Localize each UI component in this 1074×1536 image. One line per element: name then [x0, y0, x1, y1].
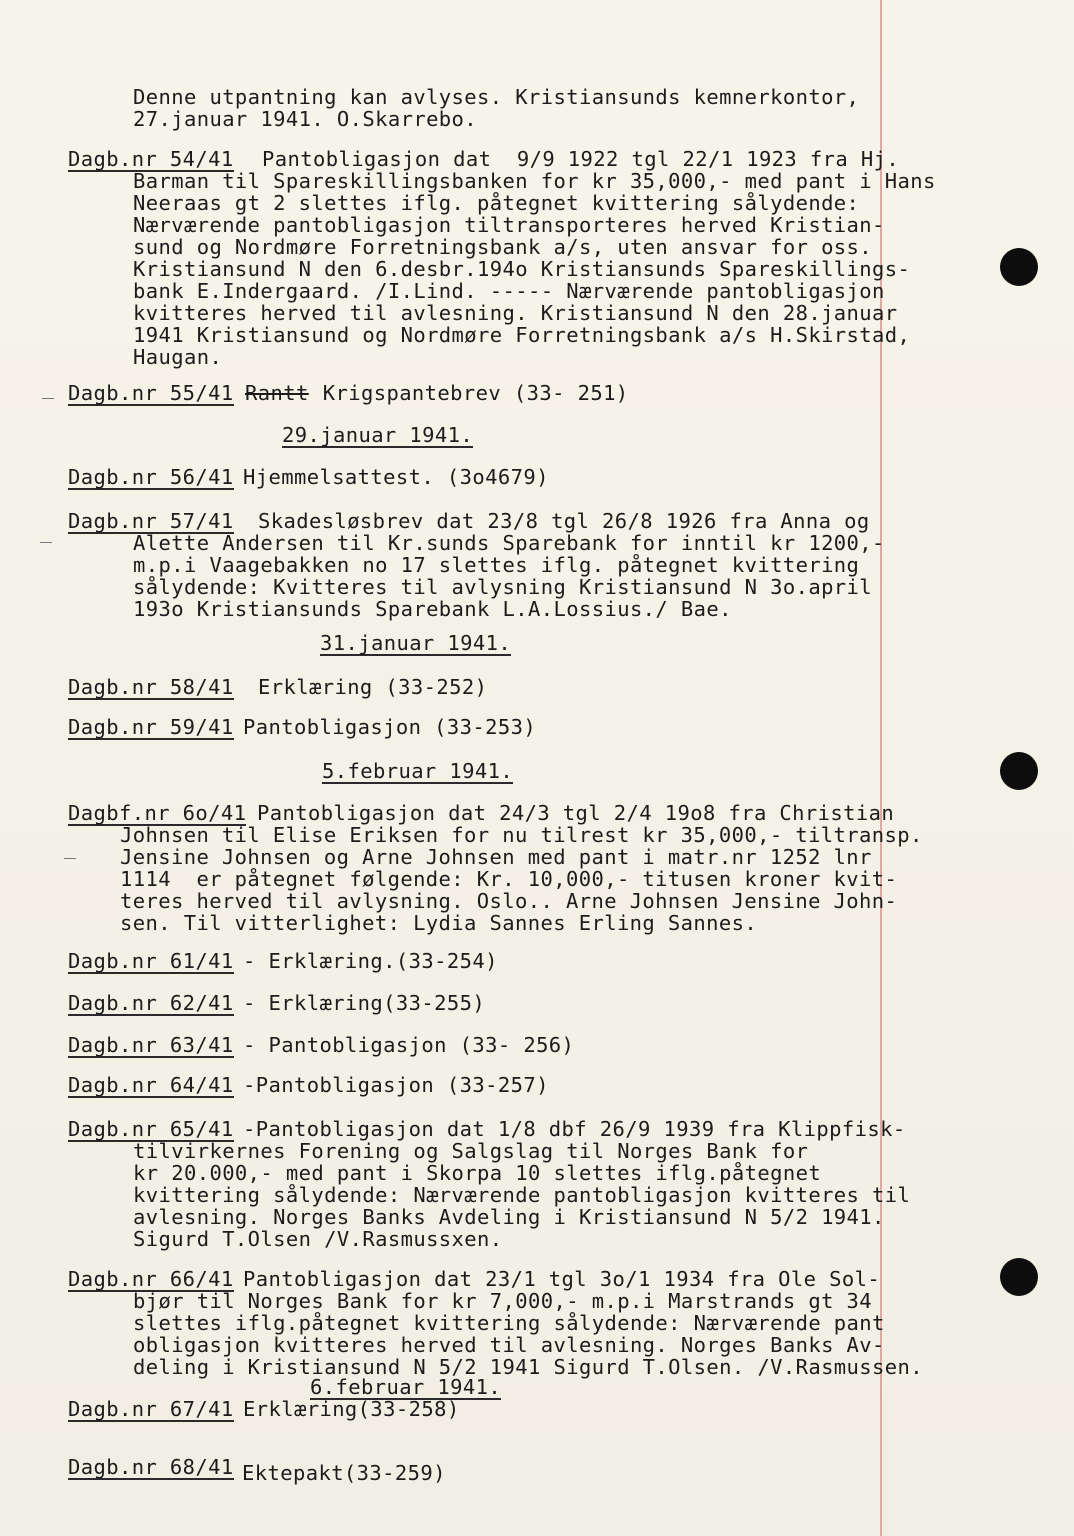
- entry-number: Dagb.nr 55/41: [68, 381, 234, 405]
- entry-text: sen. Til vitterlighet: Lydia Sannes Erling Sannes.: [120, 911, 758, 935]
- entry-text: teres herved til avlysning. Oslo.. Arne Johnsen Jensine John-: [120, 889, 898, 913]
- entry-text: Ektepakt(33-259): [242, 1461, 446, 1485]
- entry-number: Dagb.nr 66/41: [68, 1267, 234, 1291]
- entry-number: Dagb.nr 56/41: [68, 465, 234, 489]
- entry-text: Haugan.: [133, 345, 223, 369]
- entry-text: -Pantobligasjon (33-257): [243, 1073, 549, 1097]
- margin-dash: [40, 542, 52, 543]
- margin-dash: [64, 858, 76, 859]
- entry-text: sålydende: Kvitteres til avlysning Kristiansund N 3o.april: [133, 575, 873, 599]
- entry-number: Dagb.nr 67/41: [68, 1397, 234, 1421]
- struck-text: Rantt: [245, 381, 309, 405]
- entry-text: - Erklæring.(33-254): [243, 949, 498, 973]
- entry-number: Dagbf.nr 6o/41: [68, 801, 247, 825]
- entry-text: sund og Nordmøre Forretningsbank a/s, uten ansvar for oss.: [133, 235, 873, 259]
- entry-text: 193o Kristiansunds Sparebank L.A.Lossius./ Bae.: [133, 597, 732, 621]
- entry-text: Pantobligasjon dat 24/3 tgl 2/4 19o8 fra Christian: [257, 801, 895, 825]
- entry-text: kr 20.000,- med pant i Skorpa 10 slettes iflg.påtegnet: [133, 1161, 822, 1185]
- entry-text: Kristiansund N den 6.desbr.194o Kristiansunds Spareskillings-: [133, 257, 911, 281]
- intro-line: Denne utpantning kan avlyses. Kristiansunds kemnerkontor,: [133, 85, 860, 109]
- date-heading: 31.januar 1941.: [320, 631, 512, 655]
- entry-text: kvittering sålydende: Nærværende pantobligasjon kvitteres til: [133, 1183, 911, 1207]
- punch-hole: [1000, 1258, 1038, 1296]
- entry-text: Sigurd T.Olsen /V.Rasmussxen.: [133, 1227, 503, 1251]
- date-heading: 29.januar 1941.: [282, 423, 474, 447]
- entry-text: Erklæring (33-252): [258, 675, 488, 699]
- entry-number: Dagb.nr 54/41: [68, 147, 234, 171]
- entry-text: Erklæring(33-258): [243, 1397, 460, 1421]
- entry-text: - Pantobligasjon (33- 256): [243, 1033, 575, 1057]
- entry-number: Dagb.nr 57/41: [68, 509, 234, 533]
- intro-line: 27.januar 1941. O.Skarrebo.: [133, 107, 478, 131]
- entry-number: Dagb.nr 65/41: [68, 1117, 234, 1141]
- entry-text: Krigspantebrev (33- 251): [310, 381, 629, 405]
- date-heading: 6.februar 1941.: [310, 1375, 502, 1399]
- entry-text: - Erklæring(33-255): [243, 991, 486, 1015]
- entry-number: Dagb.nr 63/41: [68, 1033, 234, 1057]
- entry-number: Dagb.nr 58/41: [68, 675, 234, 699]
- punch-hole: [1000, 752, 1038, 790]
- entry-text: Jensine Johnsen og Arne Johnsen med pant i matr.nr 1252 lnr: [120, 845, 872, 869]
- entry-text: deling i Kristiansund N 5/2 1941 Sigurd T.Olsen. /V.Rasmussen.: [133, 1355, 924, 1379]
- entry-text: Hjemmelsattest. (3o4679): [243, 465, 549, 489]
- entry-text: tilvirkernes Forening og Salgslag til Norges Bank for: [133, 1139, 809, 1163]
- entry-text: Alette Andersen til Kr.sunds Sparebank for inntil kr 1200,-: [133, 531, 885, 555]
- entry-text: avlesning. Norges Banks Avdeling i Kristiansund N 5/2 1941.: [133, 1205, 885, 1229]
- entry-number: Dagb.nr 68/41: [68, 1455, 234, 1479]
- entry-number: Dagb.nr 64/41: [68, 1073, 234, 1097]
- margin-dash: [42, 398, 54, 399]
- entry-text: Barman til Spareskillingsbanken for kr 35,000,- med pant i Hans: [133, 169, 936, 193]
- entry-text: Johnsen til Elise Eriksen for nu tilrest kr 35,000,- tiltransp.: [120, 823, 923, 847]
- entry-text: Neeraas gt 2 slettes iflg. påtegnet kvittering sålydende:: [133, 191, 860, 215]
- entry-text: -Pantobligasjon dat 1/8 dbf 26/9 1939 fra Klippfisk-: [243, 1117, 906, 1141]
- entry-number: Dagb.nr 61/41: [68, 949, 234, 973]
- entry-text: Pantobligasjon dat 23/1 tgl 3o/1 1934 fra Ole Sol-: [243, 1267, 881, 1291]
- entry-text: bjør til Norges Bank for kr 7,000,- m.p.i Marstrands gt 34: [133, 1289, 873, 1313]
- entry-text: obligasjon kvitteres herved til avlesning. Norges Banks Av-: [133, 1333, 885, 1357]
- entry-text: Pantobligasjon (33-253): [243, 715, 537, 739]
- entry-text: 1941 Kristiansund og Nordmøre Forretningsbank a/s H.Skirstad,: [133, 323, 911, 347]
- date-heading: 5.februar 1941.: [322, 759, 514, 783]
- entry-text: Skadesløsbrev dat 23/8 tgl 26/8 1926 fra Anna og: [258, 509, 870, 533]
- entry-text: Pantobligasjon dat 9/9 1922 tgl 22/1 1923 fra Hj.: [262, 147, 900, 171]
- punch-hole: [1000, 248, 1038, 286]
- entry-text: 1114 er påtegnet følgende: Kr. 10,000,- titusen kroner kvit-: [120, 867, 898, 891]
- entry-text: bank E.Indergaard. /I.Lind. ----- Nærværende pantobligasjon: [133, 279, 885, 303]
- entry-number: Dagb.nr 59/41: [68, 715, 234, 739]
- entry-number: Dagb.nr 62/41: [68, 991, 234, 1015]
- entry-text: kvitteres herved til avlesning. Kristiansund N den 28.januar: [133, 301, 898, 325]
- entry-text: Nærværende pantobligasjon tiltransporteres herved Kristian-: [133, 213, 885, 237]
- entry-text: m.p.i Vaagebakken no 17 slettes iflg. påtegnet kvittering: [133, 553, 860, 577]
- entry-text: slettes iflg.påtegnet kvittering sålydende: Nærværende pant: [133, 1311, 885, 1335]
